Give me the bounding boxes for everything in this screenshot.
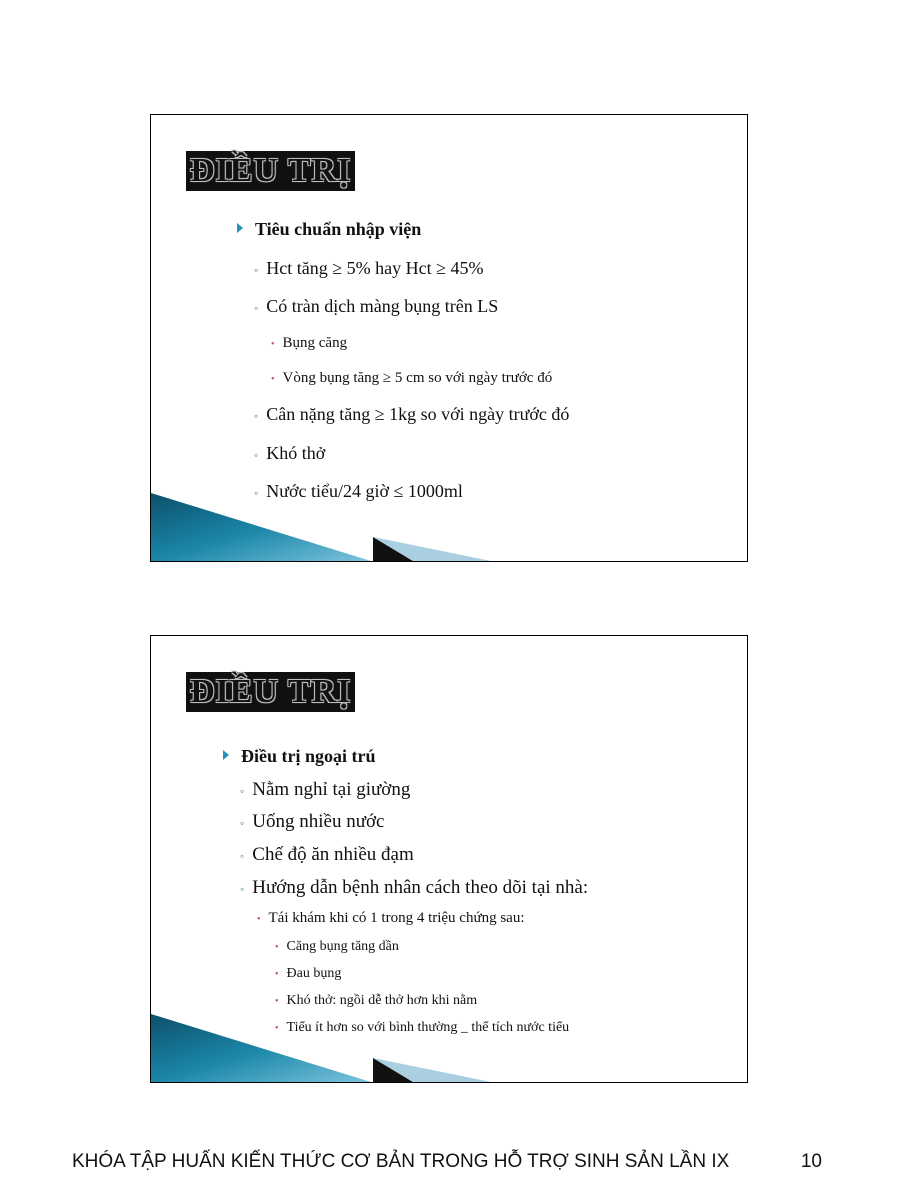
list-item: • Đau bụng: [275, 966, 342, 981]
heading-text: Tiêu chuẩn nhập viện: [255, 219, 422, 239]
slide-title-box: [186, 672, 355, 712]
list-item: ◦ Nước tiểu/24 giờ ≤ 1000ml: [254, 481, 463, 501]
circle-bullet-icon: ◦: [254, 486, 259, 500]
list-item: ◦ Hướng dẫn bệnh nhân cách theo dõi tại nhà:: [240, 877, 589, 898]
slide-1: [150, 114, 748, 562]
dot-bullet-icon: •: [275, 942, 279, 953]
circle-bullet-icon: ◦: [254, 409, 259, 423]
list-item: ◦ Cân nặng tăng ≥ 1kg so với ngày trước đó: [254, 404, 570, 424]
page-number: 10: [800, 1151, 822, 1172]
list-item: • Bụng căng: [271, 335, 348, 351]
list-item: ◦ Hct tăng ≥ 5% hay Hct ≥ 45%: [254, 258, 484, 278]
list-item: • Căng bụng tăng dần: [275, 939, 399, 954]
circle-bullet-icon: ◦: [240, 784, 245, 798]
list-item: ◦ Khó thở: [254, 443, 326, 463]
page-footer: [72, 1151, 822, 1173]
heading-text: Điều trị ngoại trú: [241, 746, 376, 766]
bullet-heading: [223, 746, 376, 767]
footer-course-title: KHÓA TẬP HUẤN KIẾN THỨC CƠ BẢN TRONG HỖ TRỢ SINH SẢN LẦN IX: [72, 1151, 730, 1172]
bullet-heading: [237, 219, 421, 240]
list-item: ◦ Có tràn dịch màng bụng trên LS: [254, 296, 499, 316]
dot-bullet-icon: •: [271, 374, 275, 385]
dot-bullet-icon: •: [275, 969, 279, 980]
slide-title-box: [186, 151, 355, 191]
list-item: • Vòng bụng tăng ≥ 5 cm so với ngày trước đó: [271, 370, 553, 386]
circle-bullet-icon: ◦: [240, 882, 245, 896]
triangle-bullet-icon: [237, 223, 243, 233]
list-item: • Khó thở: ngồi dễ thở hơn khi nằm: [275, 993, 478, 1008]
list-item: • Tái khám khi có 1 trong 4 triệu chứng sau:: [257, 910, 525, 926]
slide-decoration: [151, 1002, 531, 1082]
slide-decoration: [151, 481, 531, 561]
list-item: ◦ Chế độ ăn nhiều đạm: [240, 844, 414, 865]
dot-bullet-icon: •: [275, 996, 279, 1007]
circle-bullet-icon: ◦: [240, 816, 245, 830]
circle-bullet-icon: ◦: [254, 263, 259, 277]
slide-title: ĐIỀU TRỊ: [190, 673, 352, 710]
circle-bullet-icon: ◦: [240, 849, 245, 863]
circle-bullet-icon: ◦: [254, 301, 259, 315]
list-item: ◦ Nằm nghỉ tại giường: [240, 779, 411, 800]
circle-bullet-icon: ◦: [254, 448, 259, 462]
dot-bullet-icon: •: [257, 914, 261, 925]
slide-title: ĐIỀU TRỊ: [190, 152, 352, 189]
dot-bullet-icon: •: [271, 339, 275, 350]
triangle-bullet-icon: [223, 750, 229, 760]
list-item: • Tiểu ít hơn so với bình thường _ thể tích nước tiểu: [275, 1020, 570, 1035]
dot-bullet-icon: •: [275, 1023, 279, 1034]
slide-2: [150, 635, 748, 1083]
list-item: ◦ Uống nhiều nước: [240, 811, 385, 832]
